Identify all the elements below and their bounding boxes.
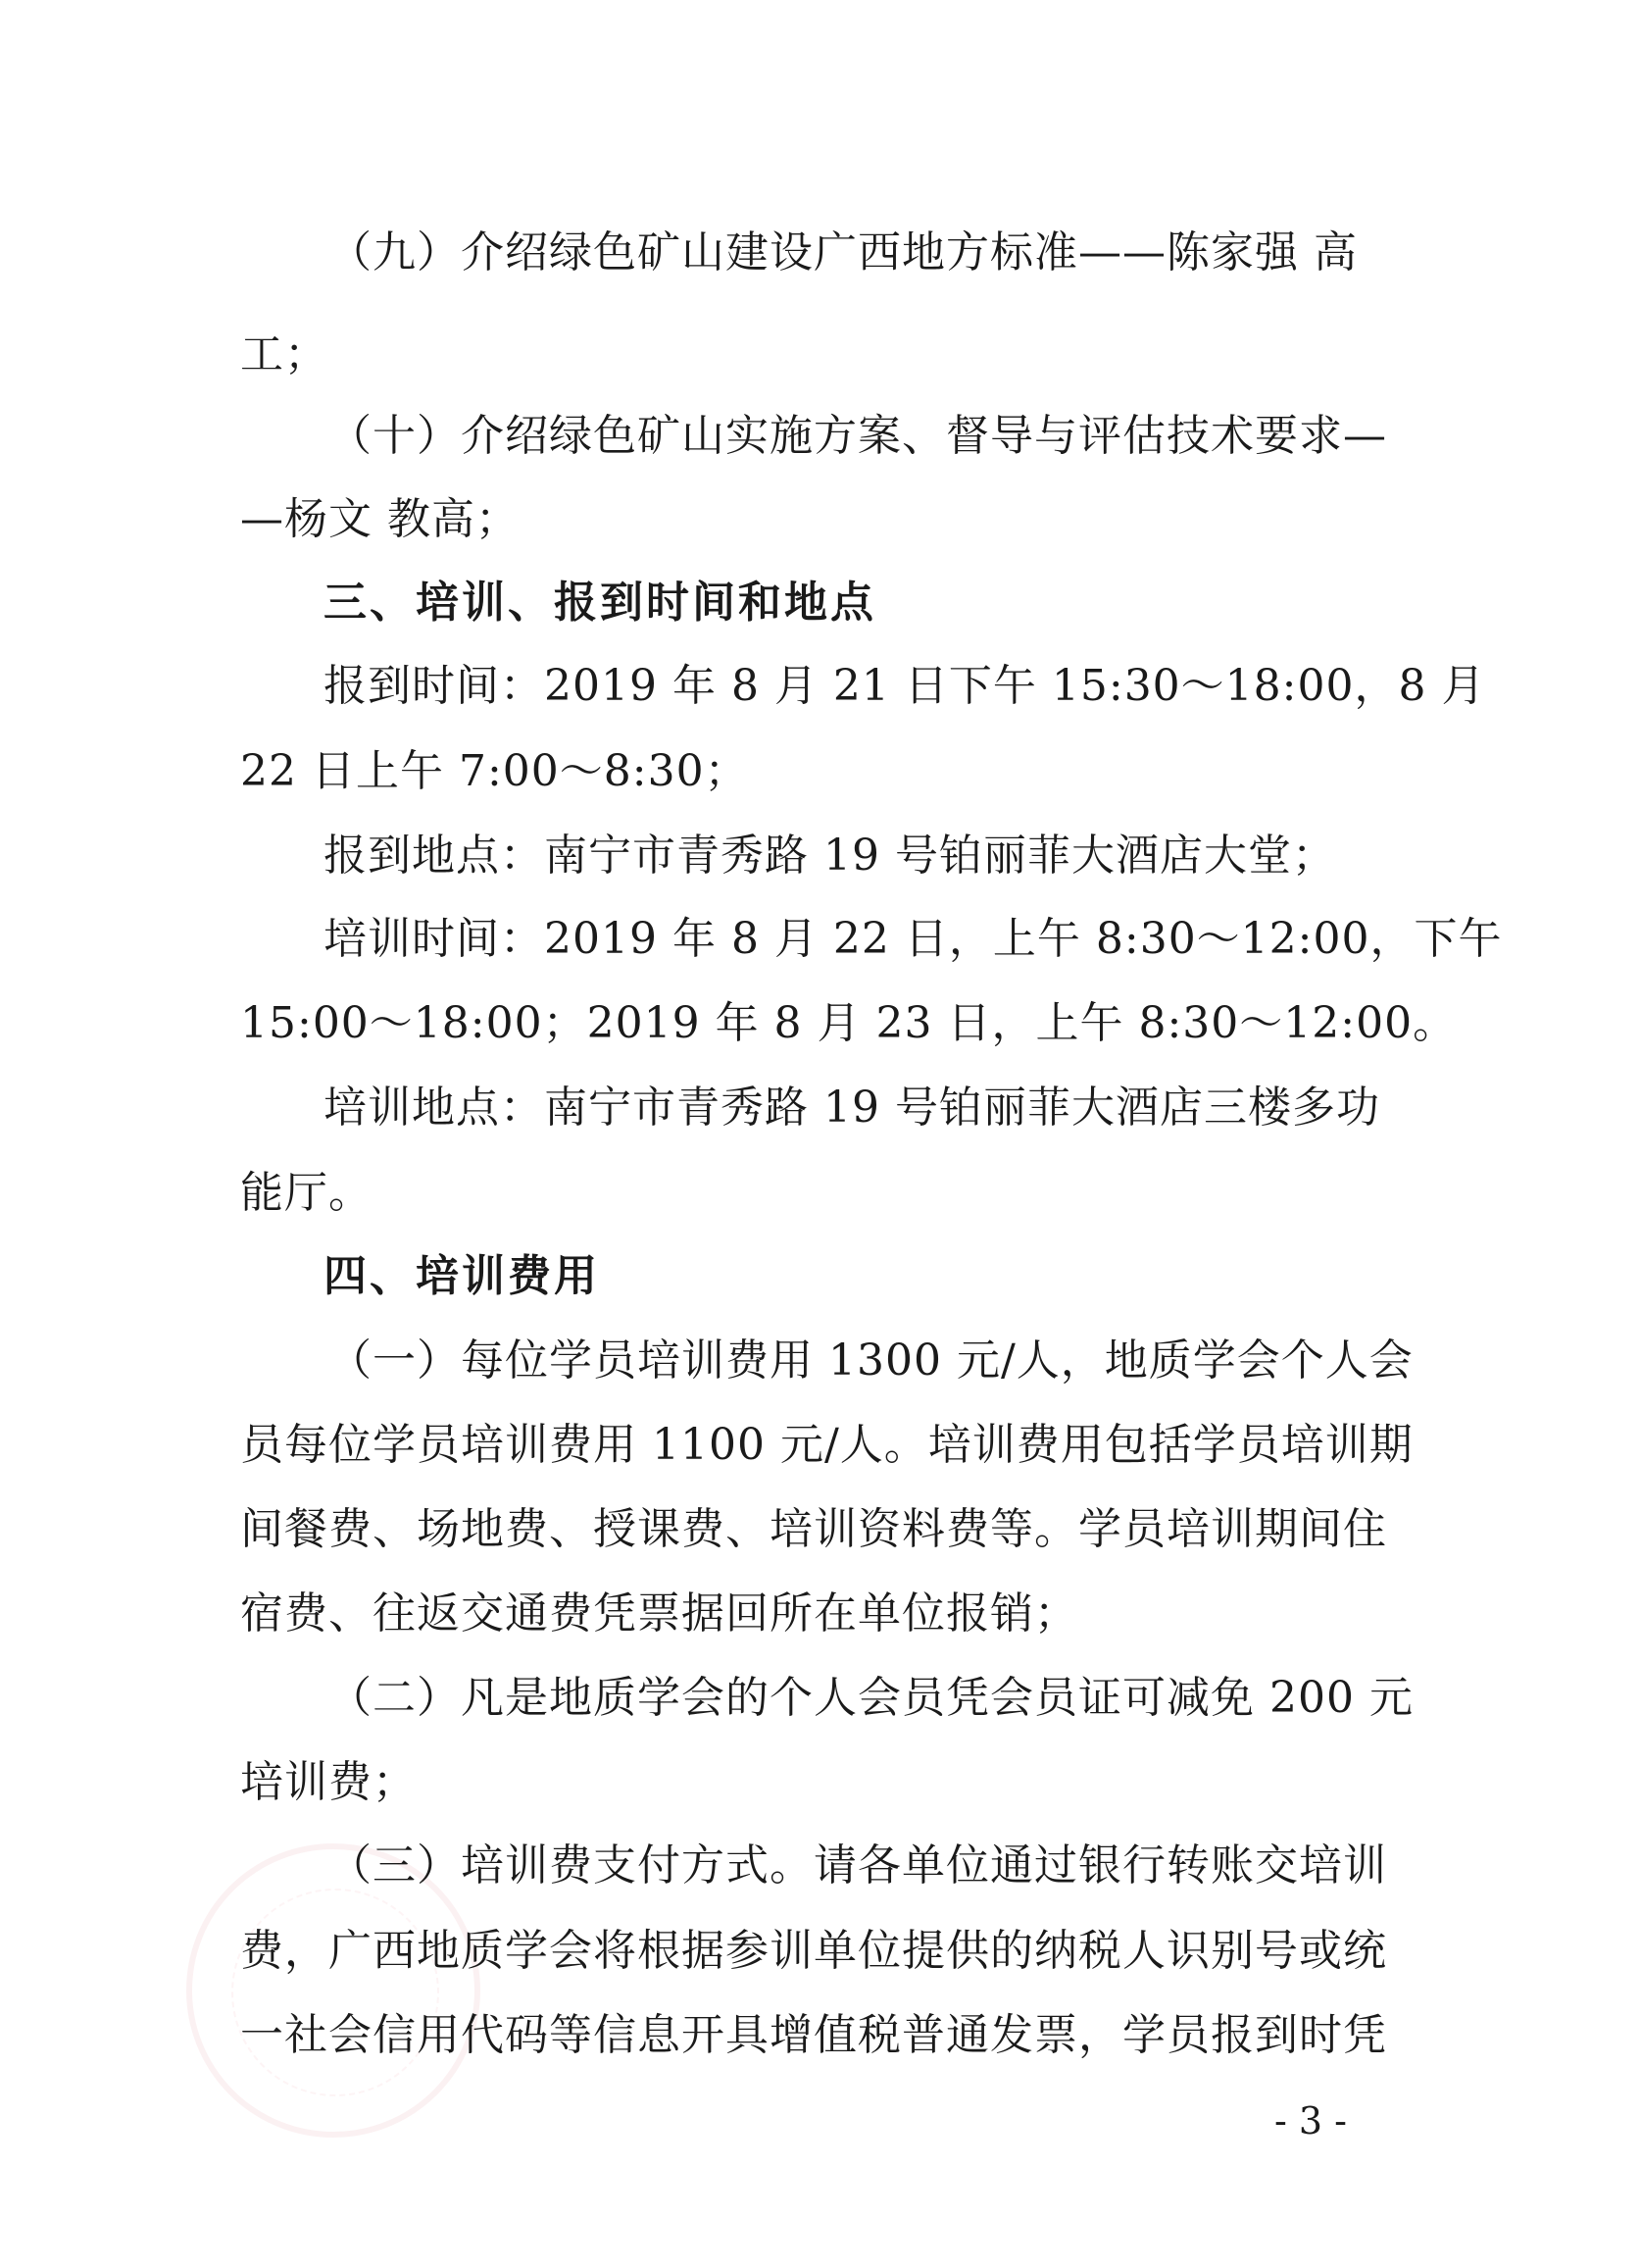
page-number: - 3 - [1274,2099,1348,2142]
item-nine-line1: （九）介绍绿色矿山建设广西地方标准——陈家强 高 [328,227,1358,277]
fee-item-three-line1: （三）培训费支付方式。请各单位通过银行转账交培训 [328,1840,1387,1890]
training-time-line1: 培训时间：2019 年 8 月 22 日，上午 8:30～12:00，下午 [323,914,1503,964]
fee-item-three-line3: 一社会信用代码等信息开具增值税普通发票，学员报到时凭 [240,2010,1387,2060]
training-time-line2: 15:00～18:00；2019 年 8 月 23 日，上午 8:30～12:00。 [240,998,1458,1048]
fee-item-one-line4: 宿费、往返交通费凭票据回所在单位报销； [240,1588,1078,1638]
registration-place: 报到地点：南宁市青秀路 19 号铂丽菲大酒店大堂； [323,831,1336,881]
fee-item-two-line1: （二）凡是地质学会的个人会员凭会员证可减免 200 元 [328,1673,1414,1723]
fee-item-two-line2: 培训费； [240,1757,417,1807]
item-ten-line2: —杨文 教高； [240,494,520,544]
section-four-heading: 四、培训费用 [323,1251,600,1301]
fee-item-one-line1: （一）每位学员培训费用 1300 元/人，地质学会个人会 [328,1336,1414,1386]
registration-time-line2: 22 日上午 7:00～8:30； [240,746,749,796]
item-nine-line2: 工； [240,329,328,379]
fee-item-one-line3: 间餐费、场地费、授课费、培训资料费等。学员培训期间住 [240,1504,1387,1554]
training-place-line1: 培训地点：南宁市青秀路 19 号铂丽菲大酒店三楼多功 [323,1083,1380,1133]
item-ten-line1: （十）介绍绿色矿山实施方案、督导与评估技术要求— [328,411,1387,461]
training-place-line2: 能厅。 [240,1168,373,1218]
section-three-heading: 三、培训、报到时间和地点 [323,578,876,628]
fee-item-one-line2: 员每位学员培训费用 1100 元/人。培训费用包括学员培训期 [240,1420,1414,1470]
fee-item-three-line2: 费，广西地质学会将根据参训单位提供的纳税人识别号或统 [240,1926,1387,1976]
registration-time-line1: 报到时间：2019 年 8 月 21 日下午 15:30～18:00，8 月 [323,661,1486,711]
